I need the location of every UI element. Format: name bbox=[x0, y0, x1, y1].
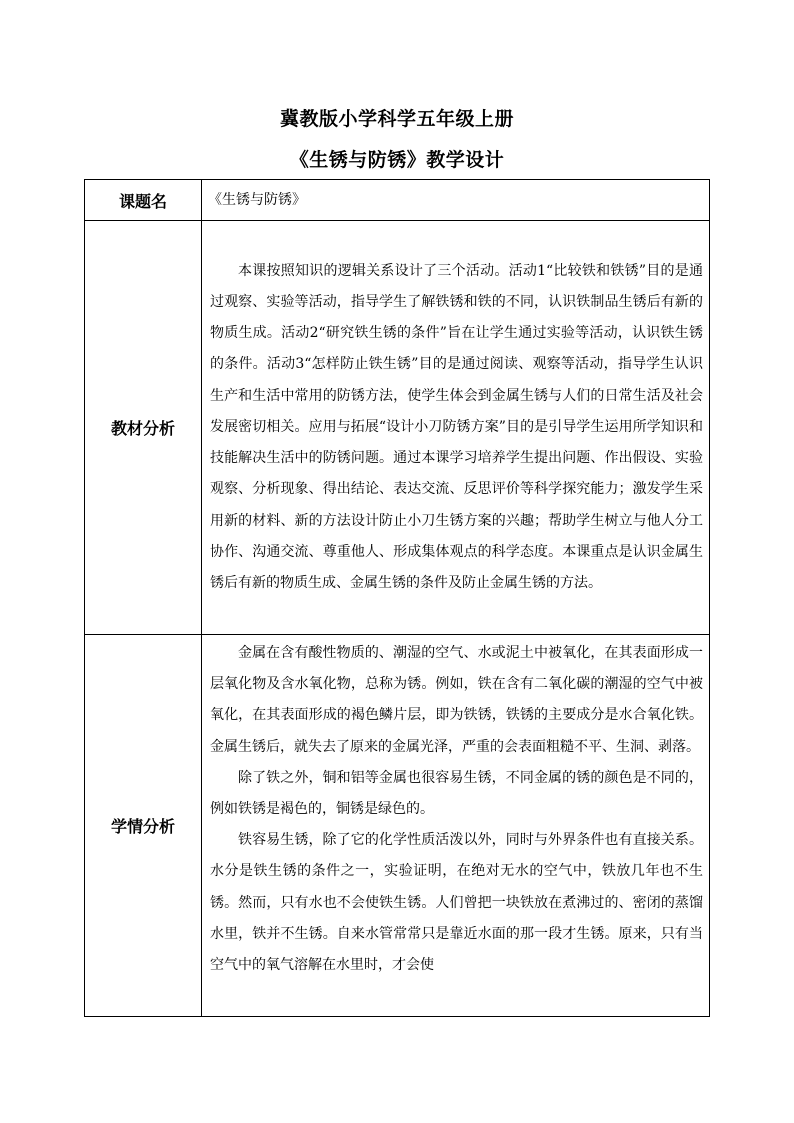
table-row-material-analysis bbox=[85, 221, 710, 635]
topic-label: 课题名 bbox=[85, 180, 202, 221]
material-analysis-label: 教材分析 bbox=[85, 221, 202, 635]
student-analysis-paragraph: 金属在含有酸性物质的、潮湿的空气、水或泥土中被氧化，在其表面形成一层氧化物及含水氧化物，总称为锈。例如，铁在含有二氧化碳的潮湿的空气中被氧化，在其表面形成的褐色鳞片层，即为铁锈，铁锈的主要成分是水合氧化铁。金属生锈后，就失去了原来的金属光泽，严重的会表面粗糙不平、生洞、剥落。 bbox=[210, 645, 703, 755]
student-analysis-paragraph: 除了铁之外，铜和铝等金属也很容易生锈，不同金属的锈的颜色是不同的，例如铁锈是褐色的，铜锈是绿色的。 bbox=[210, 769, 703, 818]
table-row-student-analysis bbox=[85, 635, 710, 1017]
lesson-design-table bbox=[84, 179, 710, 1017]
material-analysis-content bbox=[202, 221, 710, 635]
topic-value: 《生锈与防锈》 bbox=[202, 180, 710, 221]
table-row-topic bbox=[85, 180, 710, 221]
document-subtitle: 《生锈与防锈》教学设计 bbox=[289, 149, 505, 171]
student-analysis-label: 学情分析 bbox=[85, 635, 202, 1017]
document-title: 冀教版小学科学五年级上册 bbox=[279, 108, 514, 130]
student-analysis-content bbox=[202, 635, 710, 1017]
material-analysis-paragraph: 本课按照知识的逻辑关系设计了三个活动。活动1“比较铁和铁锈”目的是通过观察、实验等活动，指导学生了解铁锈和铁的不同，认识铁制品生锈后有新的物质生成。活动2“研究铁生锈的条件”旨在让学生通过实验等活动，认识铁生锈的条件。活动3“怎样防止铁生锈”目的是通过阅读、观察等活动，指导学生认识生产和生活中常用的防锈方法，使学生体会到金属生锈与人们的日常生活及社会发展密切相关。应用与拓展“设计小刀防锈方案”目的是引导学生运用所学知识和技能解决生活中的防锈问题。通过本课学习培养学生提出问题、作出假设、实验观察、分析现象、得出结论、表达交流、反思评价等科学探究能力；激发学生采用新的材料、新的方法设计防止小刀生锈方案的兴趣；帮助学生树立与他人分工协作、沟通交流、尊重他人、形成集体观点的科学态度。本课重点是认识金属生锈后有新的物质生成、金属生锈的条件及防止金属生锈的方法。 bbox=[210, 262, 703, 591]
student-analysis-paragraph: 铁容易生锈，除了它的化学性质活泼以外，同时与外界条件也有直接关系。水分是铁生锈的条件之一，实验证明，在绝对无水的空气中，铁放几年也不生锈。然而，只有水也不会使铁生锈。人们曾把一块铁放在煮沸过的、密闭的蒸馏水里，铁并不生锈。自来水管常常只是靠近水面的那一段才生锈。原来，只有当空气中的氧气溶解在水里时，才会使 bbox=[210, 832, 703, 974]
